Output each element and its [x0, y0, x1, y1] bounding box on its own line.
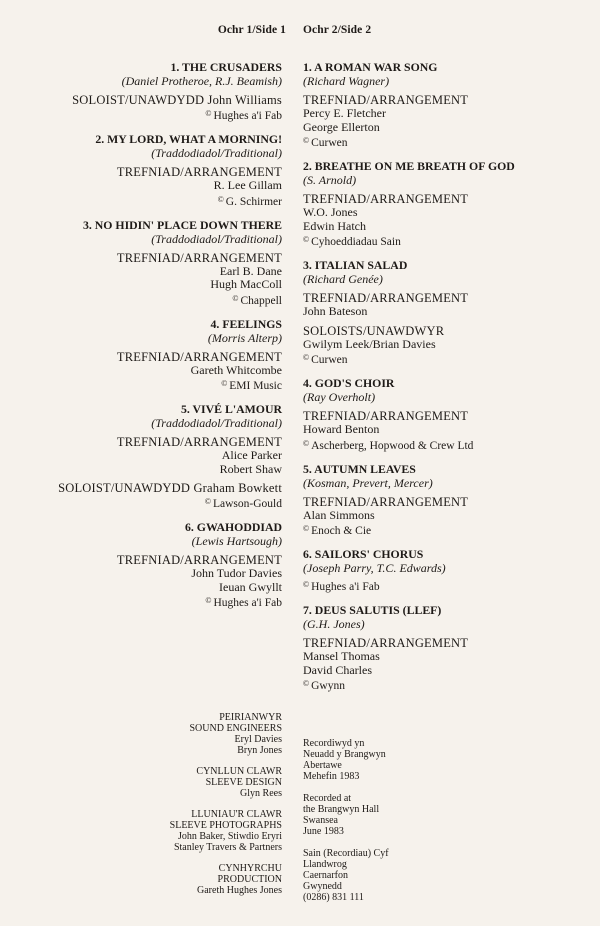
copyright-line [303, 351, 593, 367]
credit-block [303, 793, 523, 837]
credit-role: SOLOISTS/UNAWDWYR [303, 323, 445, 338]
track-composer: (Joseph Parry, T.C. Edwards) [303, 561, 446, 575]
copyright-line [12, 292, 282, 308]
credit-text: Llandwrog [303, 859, 347, 870]
track-composer: (Traddodiadol/Traditional) [151, 416, 282, 430]
track-entry [12, 60, 282, 123]
credit-text: CYNLLUN CLAWR [196, 766, 282, 777]
copyright-symbol: © [205, 109, 212, 118]
copyright-line [12, 495, 282, 511]
credit-text: June 1983 [303, 826, 344, 837]
credit-name: Percy E. Fletcher [303, 106, 386, 120]
copyright-line [303, 578, 593, 594]
track-title: 2. BREATHE ON ME BREATH OF GOD [303, 159, 515, 173]
credit-block [62, 863, 282, 896]
credit-role: TREFNIAD/ARRANGEMENT [303, 494, 469, 509]
track-composer: (Traddodiadol/Traditional) [151, 231, 282, 246]
copyright-line [303, 522, 593, 538]
track-title: 5. VIVÉ L'AMOUR [180, 402, 282, 416]
copyright-line [303, 134, 593, 150]
track-entry [303, 60, 593, 150]
credit-text: Sain (Recordiau) Cyf [303, 848, 389, 859]
copyright-holder: G. Schirmer [225, 195, 282, 208]
track-composer: (Daniel Protheroe, R.J. Beamish) [121, 74, 282, 88]
credit-name: John Bateson [303, 304, 368, 318]
copyright-line [303, 437, 593, 453]
copyright-line [12, 377, 282, 393]
copyright-holder: Hughes a'i Fab [311, 581, 380, 593]
credit-text: SOUND ENGINEERS [189, 723, 282, 734]
credit-text: CYNHYRCHU [218, 863, 282, 874]
credit-name: Gwilym Leek/Brian Davies [303, 336, 436, 351]
credit-text: Glyn Rees [240, 788, 282, 799]
recording-info [303, 738, 523, 914]
credit-text: Neuadd y Brangwyn [303, 749, 386, 760]
credit-text: Stanley Travers & Partners [173, 842, 282, 853]
credit-name: Alice Parker [221, 448, 282, 462]
copyright-symbol: © [303, 438, 310, 448]
credit-name: Gareth Whitcombe [190, 362, 282, 377]
credit-text: Mehefin 1983 [303, 771, 360, 782]
credit-name: R. Lee Gillam [213, 178, 282, 192]
copyright-holder: Chappell [240, 294, 282, 307]
credit-text: Bryn Jones [237, 745, 282, 756]
credit-text: Eryl Davies [234, 734, 282, 745]
credit-text: Abertawe [303, 760, 342, 771]
copyright-holder: EMI Music [229, 380, 282, 392]
credit-text: the Brangwyn Hall [303, 804, 380, 815]
track-title: 1. THE CRUSADERS [170, 60, 282, 74]
track-title: 3. NO HIDIN' PLACE DOWN THERE [82, 217, 282, 232]
credit-text: Gareth Hughes Jones [197, 885, 282, 896]
track-entry [303, 258, 593, 367]
copyright-holder: Hughes a'i Fab [213, 110, 282, 122]
track-title: 5. AUTUMN LEAVES [303, 461, 416, 476]
track-title: 6. SAILORS' CHORUS [303, 547, 424, 561]
credit-role: TREFNIAD/ARRANGEMENT [116, 165, 282, 179]
track-title: 6. GWAHODDIAD [184, 520, 282, 534]
credit-text: PEIRIANWYR [219, 712, 282, 723]
credit-name: Howard Benton [303, 422, 380, 436]
copyright-holder: Curwen [311, 137, 348, 149]
credit-name: Alan Simmons [303, 507, 375, 522]
side2-header: Ochr 2/Side 2 [303, 24, 372, 36]
track-entry [303, 462, 593, 539]
copyright-holder: Ascherberg, Hopwood & Crew Ltd [311, 439, 474, 452]
track-composer: (Richard Genée) [303, 272, 383, 286]
copyright-symbol: © [303, 353, 310, 362]
copyright-symbol: © [303, 580, 310, 589]
credit-role: TREFNIAD/ARRANGEMENT [303, 409, 469, 423]
copyright-symbol: © [221, 379, 228, 388]
copyright-symbol: © [232, 293, 239, 303]
track-title: 7. DEUS SALUTIS (LLEF) [303, 603, 442, 617]
credit-line [12, 481, 282, 495]
track-composer: (Traddodiadol/Traditional) [151, 146, 282, 160]
copyright-holder: Hughes a'i Fab [213, 597, 282, 609]
copyright-holder: Curwen [311, 354, 348, 366]
credit-text: SLEEVE PHOTOGRAPHS [169, 820, 282, 831]
credit-text: PRODUCTION [217, 874, 282, 885]
copyright-line [303, 233, 593, 249]
track-entry [303, 547, 593, 594]
track-composer: (G.H. Jones) [303, 617, 365, 631]
credit-role: TREFNIAD/ARRANGEMENT [116, 349, 282, 364]
credit-name: John Williams [207, 93, 282, 107]
track-title: 4. GOD'S CHOIR [303, 376, 395, 390]
credit-role: TREFNIAD/ARRANGEMENT [303, 93, 469, 107]
credit-name: George Ellerton [303, 119, 380, 134]
track-title: 4. FEELINGS [210, 316, 282, 331]
track-entry [12, 132, 282, 209]
copyright-holder: Enoch & Cie [311, 525, 372, 537]
credit-text: Recorded at [303, 793, 352, 804]
track-title: 3. ITALIAN SALAD [303, 258, 408, 272]
copyright-symbol: © [204, 497, 211, 506]
production-credits [62, 712, 282, 906]
copyright-symbol: © [217, 194, 224, 204]
credit-name: Mansel Thomas [303, 649, 380, 663]
track-title: 1. A ROMAN WAR SONG [303, 60, 438, 74]
copyright-symbol: © [205, 596, 212, 605]
track-composer: (Kosman, Prevert, Mercer) [303, 475, 433, 490]
track-composer: (Morris Alterp) [207, 330, 282, 345]
credit-role: TREFNIAD/ARRANGEMENT [303, 636, 469, 650]
copyright-symbol: © [303, 679, 310, 688]
credit-role: SOLOIST/UNAWDYDD [72, 93, 205, 107]
copyright-holder: Cyhoeddiadau Sain [311, 236, 401, 248]
copyright-line [12, 107, 282, 123]
credit-text: Gwynedd [303, 881, 342, 892]
track-entry [12, 317, 282, 394]
track-entry [12, 218, 282, 308]
credit-text: (0286) 831 111 [303, 892, 364, 903]
credit-text: Recordiwyd yn [303, 738, 365, 749]
credit-block [303, 848, 523, 903]
track-entry [12, 402, 282, 511]
track-entry [303, 159, 593, 249]
credit-block [62, 809, 282, 853]
track-composer: (Richard Wagner) [303, 74, 390, 88]
credit-text: Caernarfon [303, 870, 348, 881]
credit-name: Hugh MacColl [210, 277, 282, 291]
credit-name: David Charles [303, 662, 372, 677]
copyright-line [303, 677, 593, 693]
track-composer: (Lewis Hartsough) [191, 534, 282, 548]
credit-role: TREFNIAD/ARRANGEMENT [303, 192, 469, 206]
copyright-holder: Gwynn [311, 680, 345, 692]
credit-role: TREFNIAD/ARRANGEMENT [116, 435, 282, 449]
credit-block [62, 766, 282, 799]
side1-tracklist [12, 60, 282, 619]
credit-text: LLUNIAU'R CLAWR [191, 809, 282, 820]
copyright-line [12, 594, 282, 610]
credit-name: Earl B. Dane [219, 263, 282, 278]
credit-role: TREFNIAD/ARRANGEMENT [116, 250, 282, 265]
credit-name: W.O. Jones [303, 205, 358, 219]
credit-role: SOLOIST/UNAWDYDD [58, 481, 191, 495]
copyright-symbol: © [303, 235, 310, 244]
track-entry [303, 376, 593, 453]
credit-name: Graham Bowkett [193, 481, 282, 495]
copyright-symbol: © [303, 524, 310, 533]
side1-header: Ochr 1/Side 1 [217, 24, 286, 36]
track-entry [12, 520, 282, 610]
track-composer: (S. Arnold) [303, 173, 357, 187]
credit-text: SLEEVE DESIGN [205, 777, 282, 788]
credit-role: TREFNIAD/ARRANGEMENT [116, 553, 282, 567]
credit-text: Swansea [303, 815, 338, 826]
credit-text: John Baker, Stiwdio Eryri [177, 831, 282, 842]
credit-role: TREFNIAD/ARRANGEMENT [303, 291, 469, 305]
track-composer: (Ray Overholt) [303, 390, 376, 404]
credit-block [303, 738, 523, 782]
copyright-line [12, 193, 282, 209]
credit-line [12, 93, 282, 107]
copyright-symbol: © [303, 136, 310, 145]
credit-block [62, 712, 282, 756]
side2-tracklist [303, 60, 593, 702]
credit-name: Ieuan Gwyllt [219, 579, 282, 594]
copyright-holder: Lawson-Gould [213, 498, 282, 510]
credit-name: Robert Shaw [219, 461, 282, 476]
credit-name: Edwin Hatch [303, 218, 366, 233]
track-entry [303, 603, 593, 693]
credit-name: John Tudor Davies [191, 566, 282, 580]
track-title: 2. MY LORD, WHAT A MORNING! [95, 132, 282, 146]
